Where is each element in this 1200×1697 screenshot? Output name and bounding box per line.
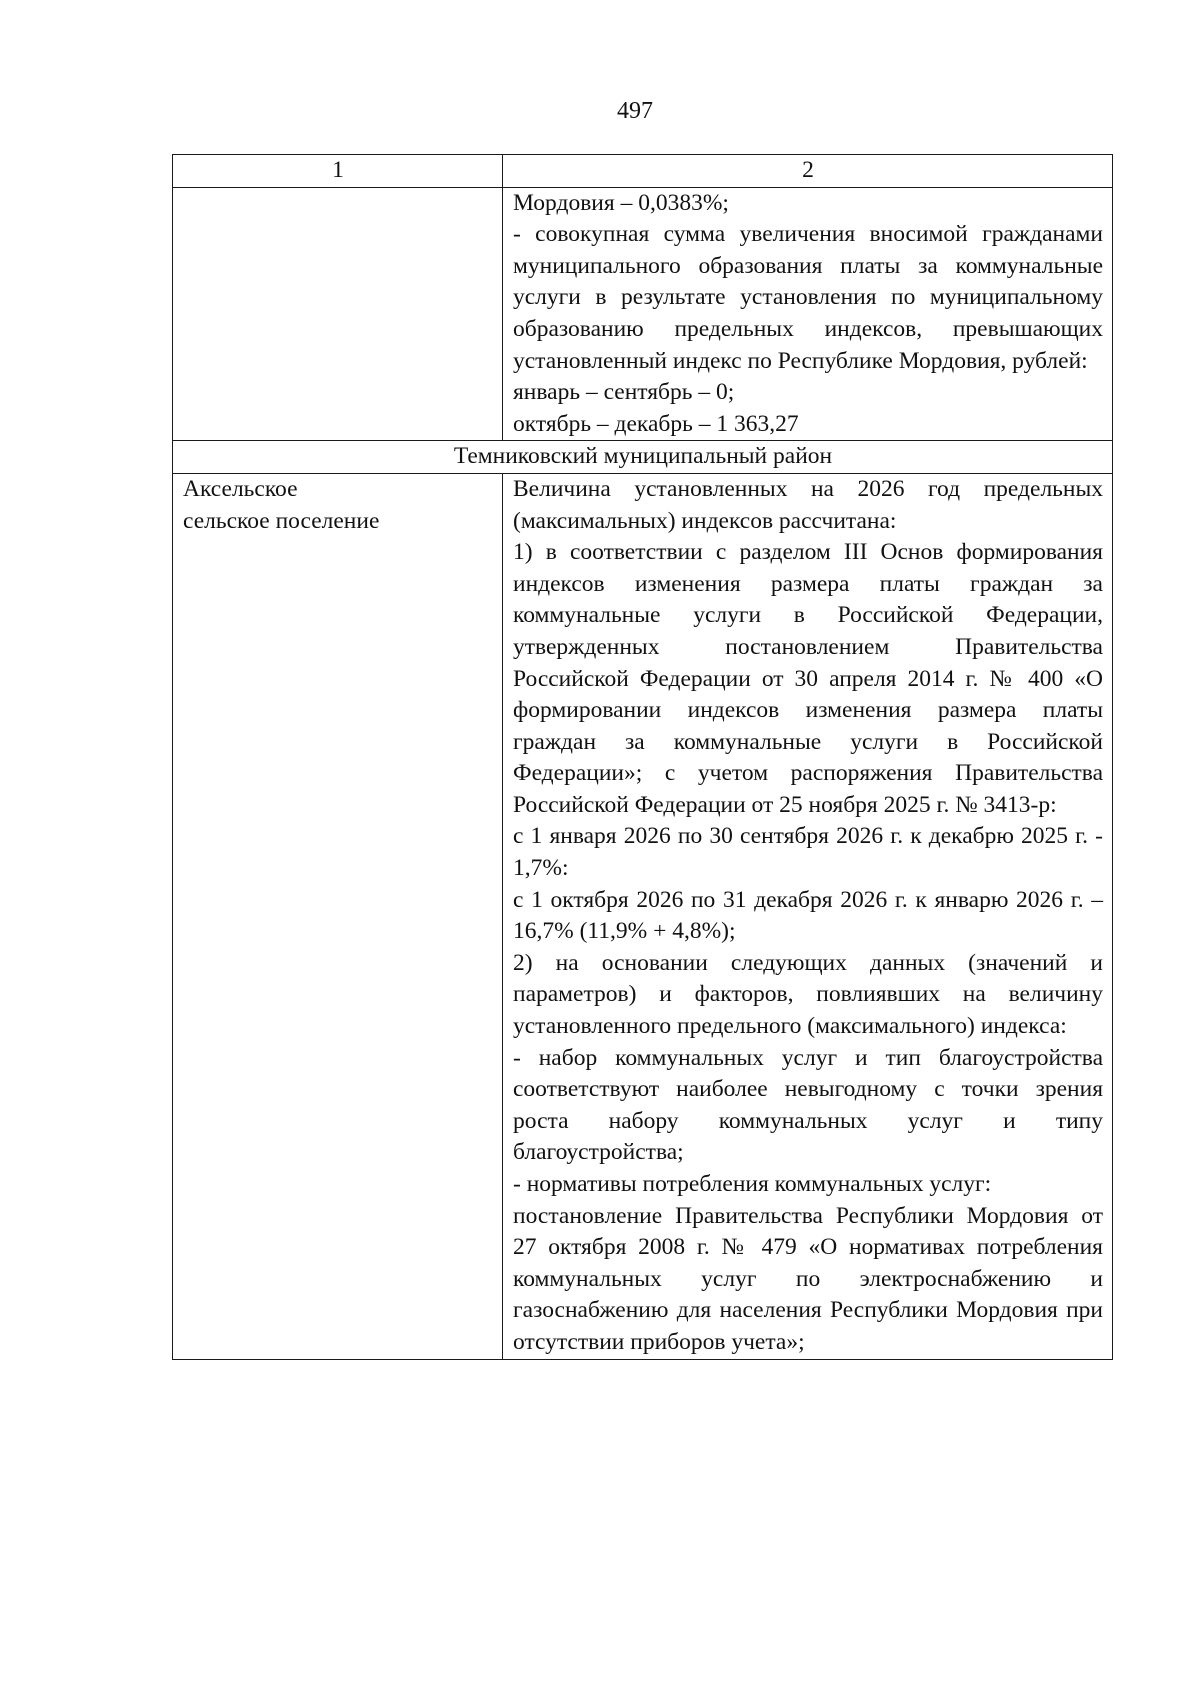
- municipality-name: [173, 473, 503, 1359]
- municipality-name-line: сельское поселение: [183, 507, 380, 534]
- document-table: [172, 154, 1113, 1360]
- table-row: [173, 187, 1113, 441]
- municipality-name-line: Аксельское: [183, 475, 298, 502]
- page-number: 497: [617, 98, 653, 124]
- paragraph: Величина установленных на 2026 год предельных (максимальных) индексов рассчитана:: [513, 475, 1103, 534]
- continued-row-col1: [173, 187, 503, 441]
- table-header-row: [173, 155, 1113, 188]
- paragraph: 1) в соответствии с разделом III Основ формирования индексов изменения размера платы граждан за коммунальные услуги в Российской Федерации, утвержденных постановлением Правительства Российской Федерации от 30 апреля 2014 г. № 400 «О формировании индексов изменения размера платы граждан за коммунальные услуги в Российской Федерации»; с учетом распоряжения Правительства Российской Федерации от 25 ноября 2025 г. № 3413-р:: [513, 539, 1103, 818]
- column-header-2: 2: [503, 155, 1113, 188]
- paragraph: с 1 октября 2026 по 31 декабря 2026 г. к январю 2026 г. – 16,7% (11,9% + 4,8%);: [513, 886, 1103, 945]
- section-row: [173, 441, 1113, 474]
- index-description: [503, 473, 1113, 1359]
- continued-row-col2: [503, 187, 1113, 441]
- paragraph: - совокупная сумма увеличения вносимой гражданами муниципального образования платы за коммунальные услуги в результате установления по муниципальному образованию предельных индексов, превышающих установленный индекс по Республике Мордовия, рублей:: [513, 221, 1103, 374]
- paragraph: - набор коммунальных услуг и тип благоустройства соответствуют наиболее невыгодному с точки зрения роста набору коммунальных услуг и типу благоустройства;: [513, 1044, 1103, 1166]
- paragraph: постановление Правительства Республики Мордовия от 27 октября 2008 г. № 479 «О нормативах потребления коммунальных услуг по электроснабжению и газоснабжению для населения Республики Мордовия при отсутствии приборов учета»;: [513, 1202, 1103, 1355]
- paragraph: 2) на основании следующих данных (значений и параметров) и факторов, повлиявших на величину установленного предельного (максимального) индекса:: [513, 949, 1103, 1040]
- column-header-1: 1: [173, 155, 503, 188]
- paragraph: октябрь – декабрь – 1 363,27: [513, 410, 799, 437]
- paragraph: с 1 января 2026 по 30 сентября 2026 г. к декабрю 2025 г. - 1,7%:: [513, 823, 1103, 882]
- section-heading: Темниковский муниципальный район: [173, 441, 1113, 474]
- paragraph: Мордовия – 0,0383%;: [513, 189, 729, 216]
- paragraph: январь – сентябрь – 0;: [513, 379, 735, 406]
- table-row: [173, 473, 1113, 1359]
- paragraph: - нормативы потребления коммунальных услуг:: [513, 1171, 992, 1197]
